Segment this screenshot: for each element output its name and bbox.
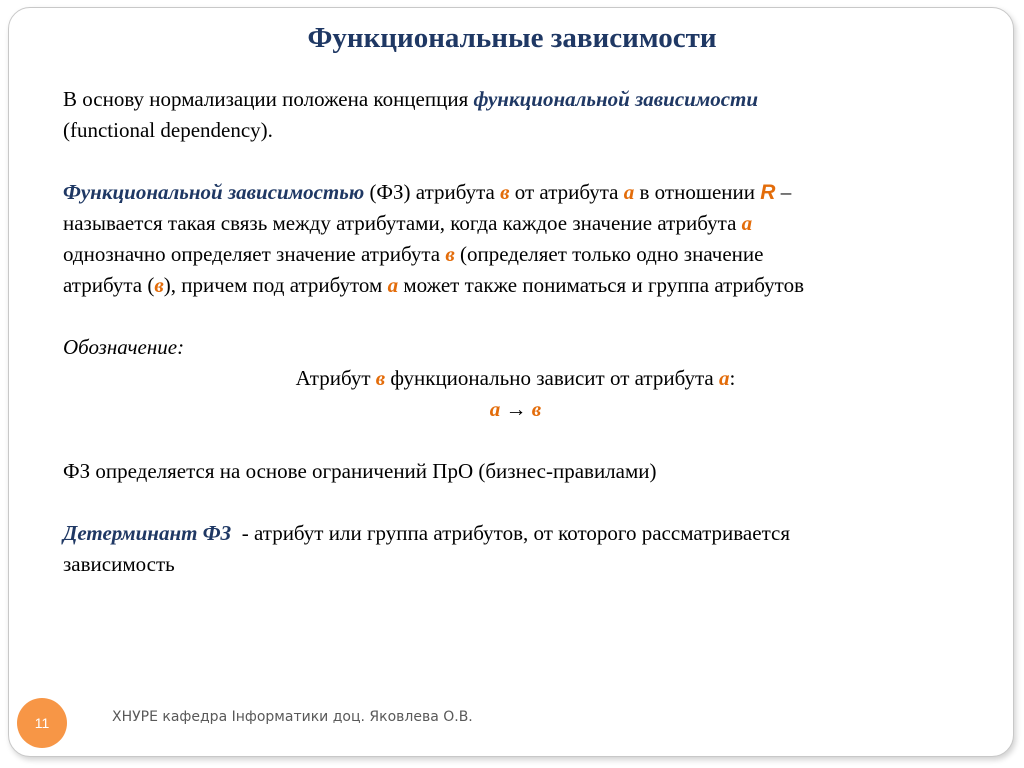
var-r: R	[760, 181, 776, 204]
var-b: в	[500, 180, 510, 204]
determinant-paragraph	[63, 518, 968, 580]
var-b: в	[375, 366, 386, 390]
definition-paragraph	[63, 177, 968, 301]
determinant-text-line2: зависимость	[63, 552, 175, 576]
definition-text: –	[775, 180, 792, 204]
slide-title: Функциональные зависимости	[307, 22, 717, 54]
fz-rule-paragraph: ФЗ определяется на основе ограничений ПрО (бизнес-правилами)	[63, 459, 657, 483]
notation-line	[63, 363, 968, 394]
determinant-term: Детерминант ФЗ	[63, 521, 232, 545]
var-b: в	[154, 273, 164, 297]
definition-text: (	[147, 273, 155, 297]
definition-text: (ФЗ) атрибута	[364, 180, 501, 204]
definition-text: может также пониматься и группа атрибутов	[398, 273, 804, 297]
intro-term: функциональной зависимости	[473, 87, 759, 111]
definition-term: Функциональной зависимостью	[63, 180, 365, 204]
determinant-text: - атрибут или группа атрибутов, от которого рассматривается	[231, 521, 790, 545]
definition-text: однозначно определяет значение атрибута	[63, 242, 446, 266]
var-a: а	[387, 273, 399, 297]
footer-author: ХНУРЕ кафедра Інформатики доц. Яковлева О.В.	[112, 709, 473, 725]
notation-formula	[63, 394, 968, 425]
var-b: в	[445, 242, 455, 266]
slide-body	[63, 84, 968, 580]
definition-text: от атрибута	[509, 180, 624, 204]
definition-text: (определяет только одно значение	[454, 242, 764, 266]
var-a: а	[718, 366, 730, 390]
formula-a: а	[489, 397, 501, 421]
intro-text: В основу нормализации положена концепция	[63, 87, 474, 111]
definition-text: атрибута	[63, 273, 148, 297]
var-a: а	[623, 180, 635, 204]
spacer	[63, 146, 968, 177]
definition-text: в отношении	[634, 180, 761, 204]
definition-text: ), причем под атрибутом	[163, 273, 388, 297]
notation-text: функционально зависит от атрибута	[385, 366, 719, 390]
formula-b: в	[531, 397, 542, 421]
definition-text: называется такая связь между атрибутами, когда каждое значение атрибута	[63, 211, 742, 235]
spacer	[63, 301, 968, 332]
spacer	[63, 425, 968, 456]
spacer	[63, 487, 968, 518]
notation-text: Атрибут	[295, 366, 376, 390]
intro-paragraph	[63, 84, 968, 146]
arrow-icon: →	[500, 397, 532, 421]
notation-label: Обозначение:	[63, 335, 185, 359]
notation-text: :	[729, 366, 736, 390]
page-number-badge: 11	[17, 698, 67, 748]
var-a: а	[741, 211, 753, 235]
intro-text-after: (functional dependency).	[63, 118, 273, 142]
